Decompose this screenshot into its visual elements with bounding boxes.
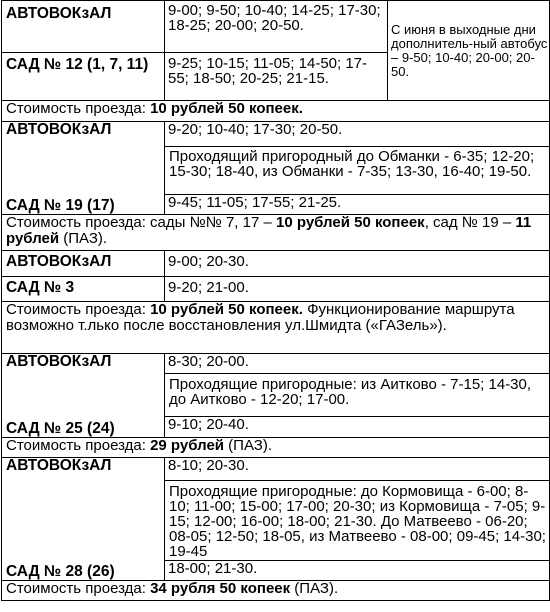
departure-times: 8-30; 20-00.: [165, 354, 550, 374]
schedule-table: [1, 0, 550, 601]
route-to: САД № 12 (1, 7, 11): [2, 53, 165, 101]
return-times: 18-00; 21-30.: [165, 561, 550, 581]
fare-text: Стоимость проезда: 29 рублей (ПАЗ).: [2, 438, 550, 458]
fare-text: Стоимость проезда: 34 рубля 50 копеек (ПАЗ).: [2, 581, 550, 601]
return-times: 9-20; 21-00.: [165, 277, 550, 302]
weekend-note: С июня в выходные дни дополнитель-ный автобус – 9-50; 10-40; 20-00; 20-50.: [388, 1, 550, 101]
transit-times: Проходящие пригородные: до Кормовища - 6-00; 8-10; 11-00; 15-00; 17-00; 20-30; из Кормовища - 7-05; 9-15; 12-00; 16-00; 18-00; 21-30. До Матвеево - 06-20; 08-05; 12-50; 18-05, из Матвеево - 08-00; 09-45; 14-30; 19-45: [165, 481, 550, 561]
departure-times: 9-00; 20-30.: [165, 251, 550, 277]
transit-times: Проходящие пригородные: из Аитково - 7-15; 14-30, до Аитково - 12-20; 17-00.: [165, 374, 550, 417]
departure-times: 9-20; 10-40; 17-30; 20-50.: [165, 122, 550, 147]
fare-text: Стоимость проезда: сады №№ 7, 17 – 10 рублей 50 копеек, сад № 19 – 11 рублей (ПАЗ).: [2, 215, 550, 251]
fare-text: Стоимость проезда: 10 рублей 50 копеек. Функционирование маршрута возможно т.лько после восстановления ул.Шмидта («ГАЗель»).: [2, 302, 550, 354]
fare-text: Стоимость проезда: 10 рублей 50 копеек.: [2, 101, 550, 122]
route-from-to: АВТОВОКзАЛ САД № 28 (26): [2, 458, 165, 581]
return-times: 9-10; 20-40.: [165, 417, 550, 438]
departure-times: 9-00; 9-50; 10-40; 14-25; 17-30; 18-25; 20-00; 20-50.: [165, 1, 388, 53]
transit-times: Проходящий пригородный до Обманки - 6-35; 12-20; 15-30; 18-40, из Обманки - 7-35; 13-30, 16-40; 19-50.: [165, 147, 550, 195]
return-times: 9-45; 11-05; 17-55; 21-25.: [165, 195, 550, 215]
route-to: САД № 3: [2, 277, 165, 302]
departure-times: 8-10; 20-30.: [165, 458, 550, 481]
route-from-to: АВТОВОКзАЛ САД № 19 (17): [2, 122, 165, 215]
route-from-to: АВТОВОКзАЛ САД № 25 (24): [2, 354, 165, 438]
return-times: 9-25; 10-15; 11-05; 14-50; 17-55; 18-50; 20-25; 21-15.: [165, 53, 388, 101]
route-from: АВТОВОКзАЛ: [2, 1, 165, 53]
bus-schedule: [1, 0, 549, 601]
route-from: АВТОВОКзАЛ: [2, 251, 165, 277]
